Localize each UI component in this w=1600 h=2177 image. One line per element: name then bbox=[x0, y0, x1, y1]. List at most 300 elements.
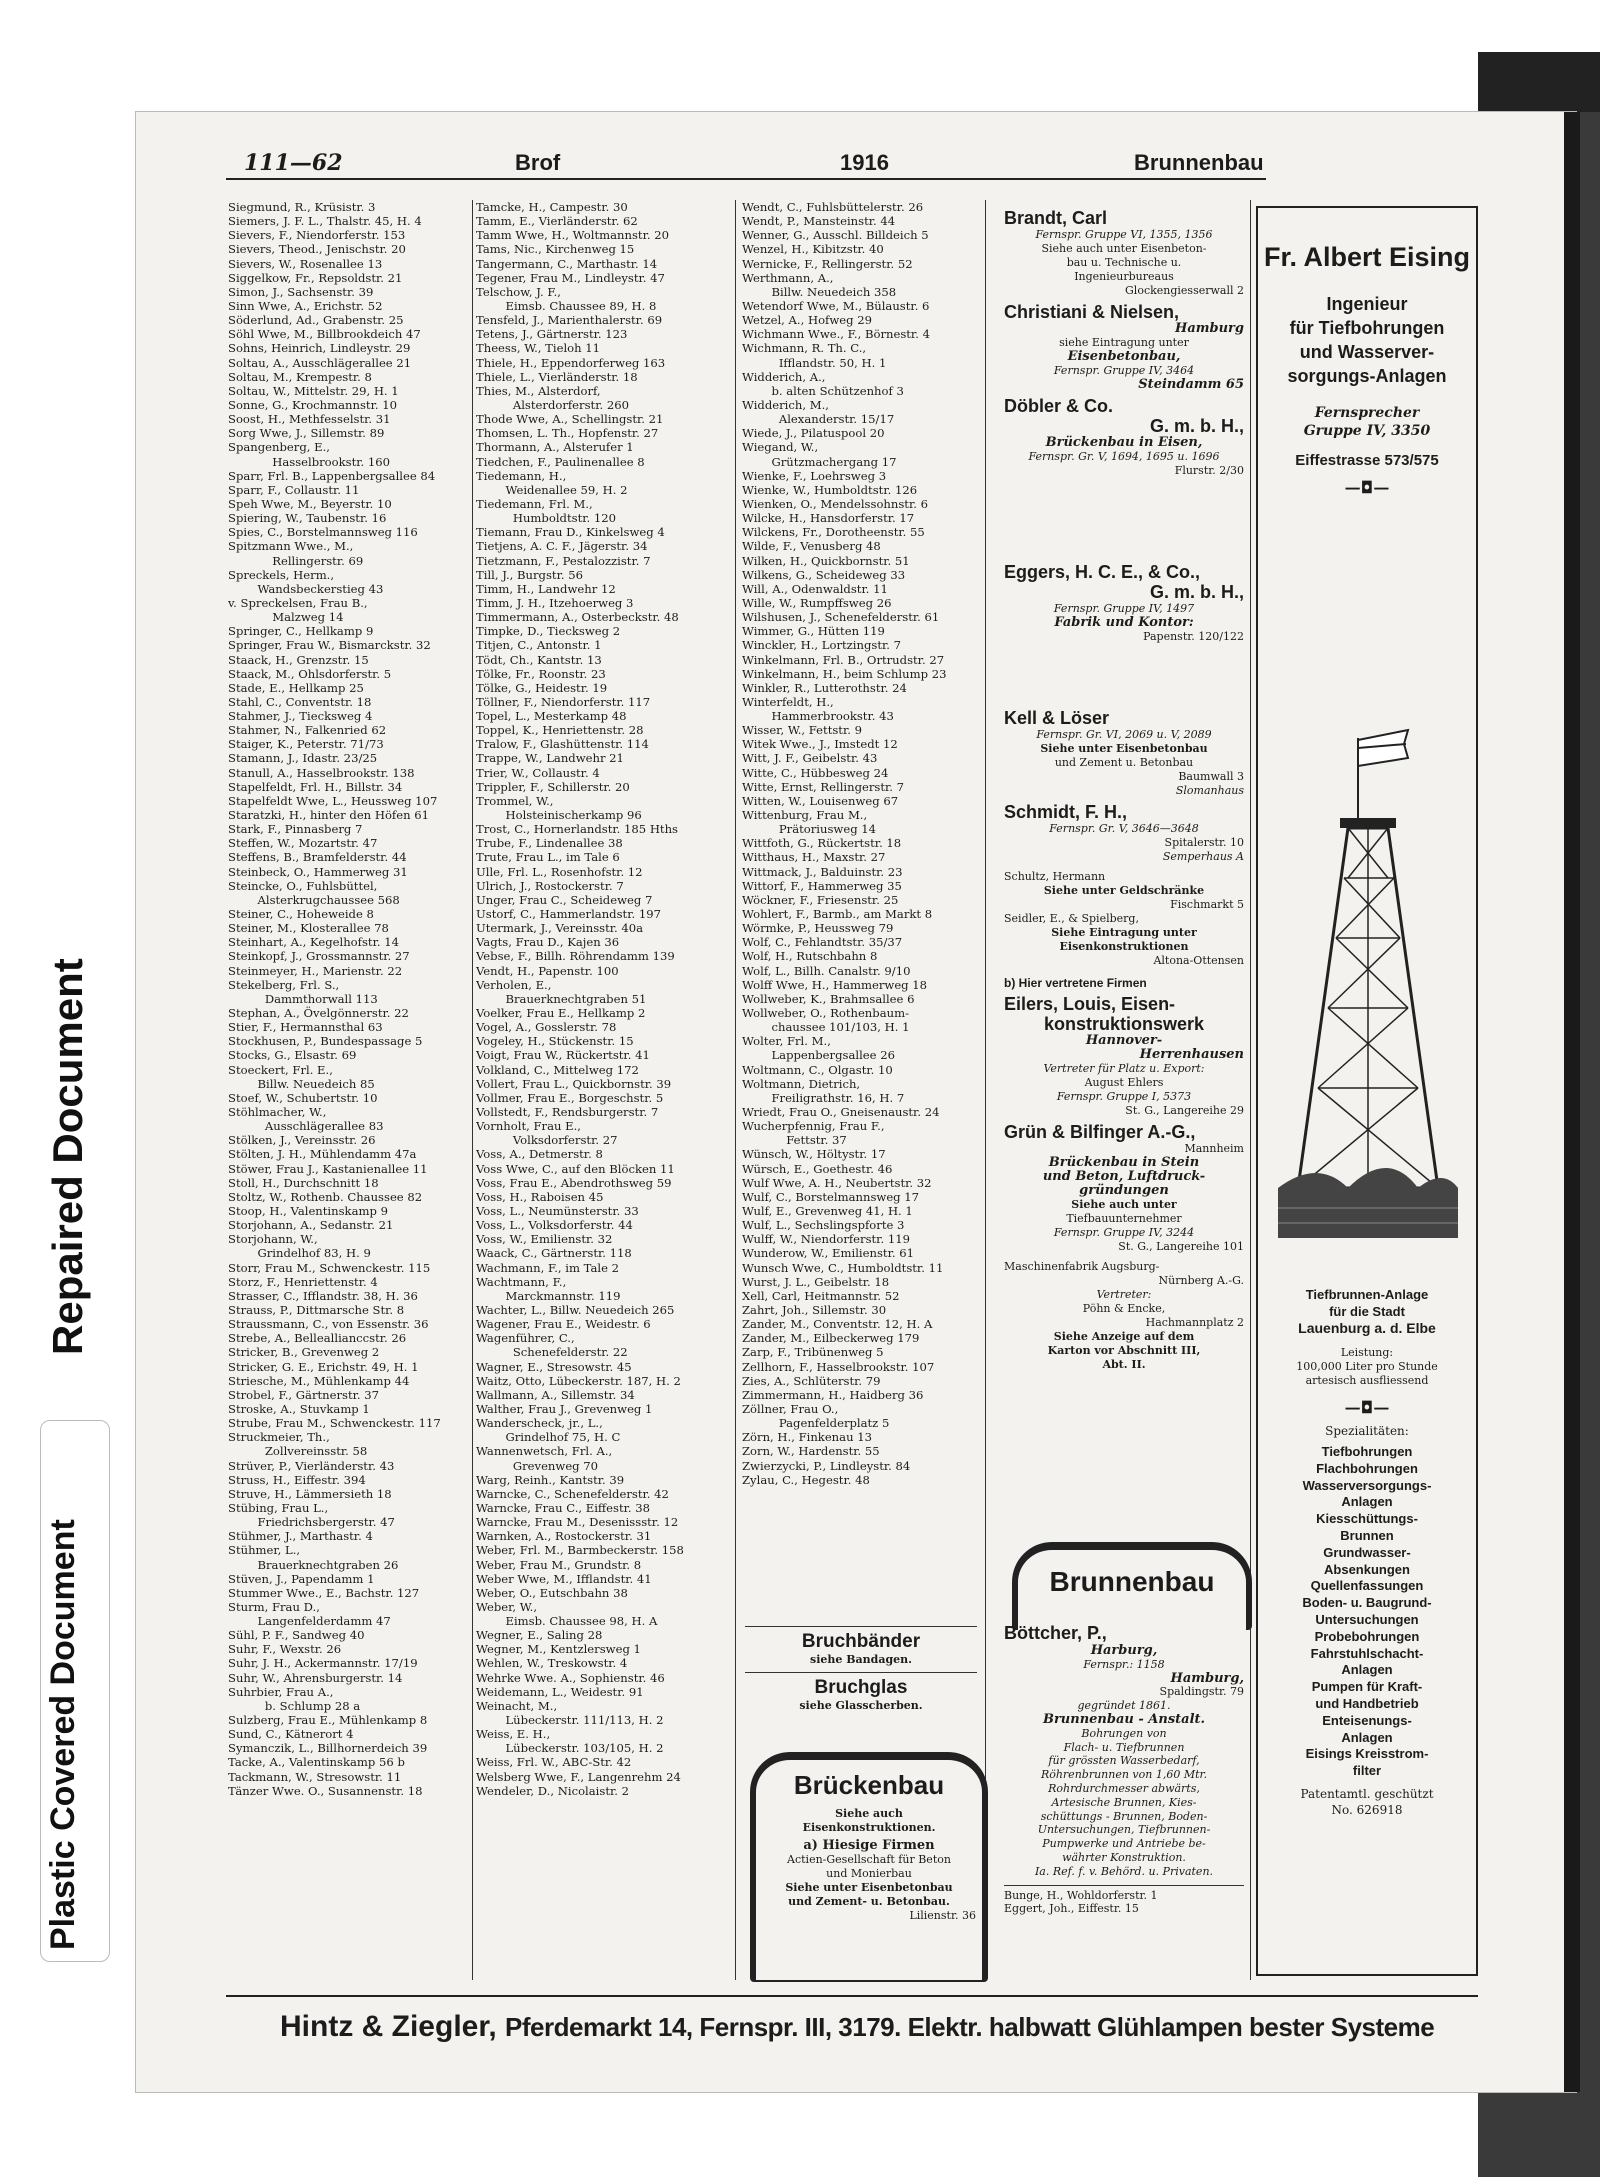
firm-line: Maschinenfabrik Augsburg- bbox=[1004, 1260, 1160, 1273]
directory-entry: Wienken, O., Mendelssohnstr. 6 bbox=[742, 496, 928, 511]
footer-text: Pferdemarkt 14, Fernspr. III, 3179. Elektr. halbwatt Glühlampen bester Systeme bbox=[505, 2012, 1435, 2042]
directory-entry: Tamm, E., Vierländerstr. 62 bbox=[476, 214, 638, 229]
firm-name: Eilers, Louis, Eisen- bbox=[1004, 994, 1176, 1014]
firm-line: St. G., Langereihe 101 bbox=[1118, 1240, 1244, 1253]
directory-entry: Wiegand, W., bbox=[742, 440, 819, 455]
bruchbaender-title: Bruchbänder bbox=[745, 1626, 977, 1653]
eising-line: und Wasserver- bbox=[1299, 342, 1435, 362]
directory-entry: Wohlert, F., Barmb., am Markt 8 bbox=[742, 907, 933, 922]
eising-line: Fernsprecher bbox=[1314, 405, 1420, 421]
firm-line: Fernspr. Gruppe IV, 3464 bbox=[1053, 364, 1195, 377]
firm-line: Untersuchungen, Tiefbrunnen- bbox=[1037, 1823, 1211, 1837]
directory-entry: Töllner, F., Niendorferstr. 117 bbox=[476, 694, 651, 709]
directory-entry: Wurst, J. L., Geibelstr. 18 bbox=[742, 1274, 890, 1289]
firm-line: Siehe auch unter Eisenbeton- bbox=[1041, 242, 1207, 255]
directory-entry: Widderich, A., bbox=[742, 369, 826, 384]
directory-entry: Weber, Frau M., Grundstr. 8 bbox=[476, 1557, 642, 1572]
directory-entry: Humboldtstr. 120 bbox=[476, 511, 616, 526]
directory-entry: Zander, M., Conventstr. 12, H. A bbox=[742, 1317, 933, 1332]
directory-entry: Voelker, Frau E., Hellkamp 2 bbox=[476, 1006, 646, 1021]
directory-entry: Sühl, P. F., Sandweg 40 bbox=[228, 1628, 365, 1643]
firm-line: Baumwall 3 bbox=[1178, 770, 1244, 783]
directory-entry: Waack, C., Gärtnerstr. 118 bbox=[476, 1246, 632, 1261]
bruecken-line: und Zement- u. Betonbau. bbox=[788, 1895, 950, 1908]
firm-line: Fabrik und Kontor: bbox=[1054, 615, 1194, 630]
firm-line: Fernspr.: 1158 bbox=[1083, 1657, 1165, 1671]
firm-name: Schmidt, F. H., bbox=[1004, 802, 1128, 822]
directory-entry: Stanull, A., Hasselbrookstr. 138 bbox=[228, 765, 415, 780]
directory-entry: Eimsb. Chaussee 98, H. A bbox=[476, 1614, 658, 1629]
directory-entry: Boden- u. Baugrund- bbox=[1302, 1595, 1432, 1611]
directory-entry: Strauss, P., Dittmarsche Str. 8 bbox=[228, 1302, 405, 1317]
firm-name: konstruktionswerk bbox=[1043, 1014, 1205, 1034]
directory-entry: Werthmann, A., bbox=[742, 270, 834, 285]
directory-entry: Zylau, C., Hegestr. 48 bbox=[742, 1472, 870, 1487]
directory-entry: Dammthorwall 113 bbox=[228, 991, 378, 1006]
directory-entry: Tamm Wwe, H., Woltmannstr. 20 bbox=[476, 228, 669, 243]
firm-line: Semperhaus A bbox=[1162, 850, 1244, 863]
firm-name: Eggers, H. C. E., & Co., bbox=[1004, 562, 1201, 582]
directory-entry: Tralow, F., Glashüttenstr. 114 bbox=[476, 737, 649, 752]
firm-line: Flach- u. Tiefbrunnen bbox=[1063, 1740, 1185, 1754]
directory-entry: Sievers, W., Rosenallee 13 bbox=[228, 256, 383, 271]
directory-entry: Warncke, C., Schenefelderstr. 42 bbox=[476, 1486, 669, 1501]
directory-entry: Tödt, Ch., Kantstr. 13 bbox=[476, 652, 602, 667]
directory-entry: Wittorf, F., Hammerweg 35 bbox=[742, 878, 902, 893]
directory-entry: Speh Wwe, M., Beyerstr. 10 bbox=[228, 496, 392, 511]
directory-entry: Timpke, D., Tiecksweg 2 bbox=[476, 624, 621, 639]
directory-entry: Trost, C., Hornerlandstr. 185 Hths bbox=[476, 822, 679, 837]
directory-entry: Freiligrathstr. 16, H. 7 bbox=[742, 1090, 905, 1105]
firm-line: August Ehlers bbox=[1084, 1076, 1164, 1089]
directory-entry: Warnken, A., Rostockerstr. 31 bbox=[476, 1529, 652, 1544]
firm-line: Fernspr. Gruppe IV, 1497 bbox=[1053, 602, 1195, 615]
header-last-word: Brunnenbau bbox=[1134, 150, 1264, 175]
directory-entry: und Handbetrieb bbox=[1315, 1695, 1419, 1711]
directory-entry: Timm, J. H., Itzehoerweg 3 bbox=[476, 595, 634, 610]
directory-entry: Wehlen, W., Treskowstr. 4 bbox=[476, 1656, 628, 1671]
directory-entry: Lappenbergsallee 26 bbox=[742, 1048, 895, 1063]
directory-entry: Storjohann, W., bbox=[228, 1232, 318, 1247]
directory-entry: Tetens, J., Gärtnerstr. 123 bbox=[476, 327, 628, 342]
directory-entry: Wachter, L., Billw. Neuedeich 265 bbox=[476, 1302, 675, 1317]
directory-entry: Malzweg 14 bbox=[228, 610, 344, 625]
eising-line: Lauenburg a. d. Elbe bbox=[1298, 1320, 1436, 1336]
directory-entry: Tiefbohrungen bbox=[1321, 1444, 1413, 1459]
directory-entry: Suhrbier, Frau A., bbox=[228, 1684, 334, 1699]
firm-line: Brunnenbau - Anstalt. bbox=[1042, 1711, 1206, 1727]
directory-entry: Grundwasser- bbox=[1323, 1544, 1411, 1560]
directory-entry: Stahmer, N., Falkenried 62 bbox=[228, 723, 387, 738]
directory-entry: Soost, H., Methfesselstr. 31 bbox=[228, 412, 391, 427]
directory-entry: Witte, Ernst, Rellingerstr. 7 bbox=[742, 779, 905, 794]
firm-line: Pöhn & Encke, bbox=[1082, 1302, 1166, 1315]
directory-entry: Sparr, Frl. B., Lappenbergsallee 84 bbox=[228, 468, 436, 483]
firm-line: Glockengiesserwall 2 bbox=[1125, 284, 1244, 297]
directory-entry: Welsberg Wwe, F., Langenrehm 24 bbox=[476, 1769, 681, 1784]
directory-entry: Thies, M., Alsterdorf, bbox=[476, 383, 601, 398]
directory-entry: Absenkungen bbox=[1324, 1561, 1410, 1577]
directory-entry: Zorn, W., Hardenstr. 55 bbox=[742, 1444, 880, 1459]
directory-entry: Wilshusen, J., Schenefelderstr. 61 bbox=[742, 610, 940, 625]
directory-entry: Struve, H., Lämmersieth 18 bbox=[228, 1486, 392, 1501]
directory-entry: Friedrichsbergerstr. 47 bbox=[228, 1515, 395, 1530]
directory-entry: Trute, Frau L., im Tale 6 bbox=[476, 850, 620, 865]
directory-entry: Kiesschüttungs- bbox=[1316, 1511, 1418, 1527]
directory-entry: Wehrke Wwe. A., Sophienstr. 46 bbox=[476, 1670, 665, 1685]
eising-patent-no: No. 626918 bbox=[1331, 1803, 1403, 1817]
firm-line: Spaldingstr. 79 bbox=[1159, 1685, 1244, 1699]
directory-entry: Weidemann, L., Weidestr. 91 bbox=[476, 1684, 644, 1699]
directory-entry: Wendeler, D., Nicolaistr. 2 bbox=[476, 1783, 630, 1798]
firm-line: Seidler, E., & Spielberg, bbox=[1004, 912, 1139, 925]
directory-entry: Tiedemann, Frl. M., bbox=[476, 496, 593, 511]
directory-entry: Wolter, Frl. M., bbox=[742, 1034, 831, 1049]
directory-entry: Sinn Wwe, A., Erichstr. 52 bbox=[228, 298, 383, 313]
directory-entry: Stekelberg, Frl. S., bbox=[228, 977, 340, 992]
firm-line: Vertreter für Platz u. Export: bbox=[1043, 1062, 1205, 1075]
ornament-icon: —◘— bbox=[1344, 478, 1390, 497]
firm-name: Döbler & Co. bbox=[1004, 396, 1114, 416]
firm-line: bau u. Technische u. bbox=[1066, 256, 1182, 269]
directory-entry: Winkelmann, H., beim Schlump 23 bbox=[742, 666, 947, 681]
column-rule bbox=[735, 200, 736, 1980]
directory-entry: Zollvereinsstr. 58 bbox=[228, 1444, 368, 1459]
directory-entry: Wittmack, J., Balduinstr. 23 bbox=[742, 864, 903, 879]
directory-entry: Grützmachergang 17 bbox=[742, 454, 897, 469]
firm-line: Artesische Brunnen, Kies- bbox=[1051, 1795, 1197, 1809]
directory-entry: Storz, F., Henriettenstr. 4 bbox=[228, 1274, 378, 1289]
eising-line: für die Stadt bbox=[1329, 1304, 1405, 1319]
directory-entry: Thomsen, L. Th., Hopfenstr. 27 bbox=[476, 426, 659, 441]
directory-entry: Sohns, Heinrich, Lindleystr. 29 bbox=[228, 341, 411, 356]
directory-entry: Voss Wwe, C., auf den Blöcken 11 bbox=[476, 1161, 675, 1176]
directory-entry: Wasserversorgungs- bbox=[1302, 1477, 1432, 1493]
firm-name: G. m. b. H., bbox=[1149, 416, 1244, 436]
directory-entry: Schenefelderstr. 22 bbox=[476, 1345, 628, 1360]
directory-entry: Zander, M., Eilbeckerweg 179 bbox=[742, 1331, 920, 1346]
directory-entry: Stummer Wwe., E., Bachstr. 127 bbox=[228, 1585, 420, 1600]
directory-entry: Wilckens, Fr., Dorotheenstr. 55 bbox=[742, 525, 925, 540]
directory-entry: Weiss, E. H., bbox=[476, 1727, 551, 1742]
directory-entry: Symanczik, L., Billhornerdeich 39 bbox=[228, 1741, 428, 1756]
directory-entry: Vebse, F., Billh. Röhrendamm 139 bbox=[476, 949, 675, 964]
directory-entry: Grindelhof 75, H. C bbox=[476, 1430, 621, 1445]
firm-line: Fischmarkt 5 bbox=[1170, 898, 1244, 911]
directory-entry: Wollweber, O., Rothenbaum- bbox=[742, 1006, 909, 1021]
directory-entry: Anlagen bbox=[1341, 1729, 1393, 1745]
firm-line: währter Konstruktion. bbox=[1062, 1850, 1186, 1864]
column-rule bbox=[472, 200, 473, 1980]
firm-line: Fernspr. Gruppe VI, 1355, 1356 bbox=[1035, 228, 1213, 241]
directory-entry: Thormann, A., Alsterufer 1 bbox=[476, 440, 634, 455]
directory-entry: Staack, H., Grenzstr. 15 bbox=[228, 652, 369, 667]
bruecken-line: und Monierbau bbox=[826, 1867, 912, 1880]
directory-entry: Sparr, F., Collaustr. 11 bbox=[228, 482, 360, 497]
directory-entry: Warncke, Frau M., Desenissstr. 12 bbox=[476, 1515, 679, 1530]
brueckenbau-ad bbox=[750, 1752, 988, 1982]
directory-entry: Till, J., Burgstr. 56 bbox=[476, 567, 583, 582]
directory-entry: Theess, W., Tieloh 11 bbox=[476, 341, 601, 356]
directory-entry: Will, A., Odenwaldstr. 11 bbox=[742, 581, 888, 596]
directory-entry: Sievers, Theod., Jenischstr. 20 bbox=[228, 242, 406, 257]
directory-entry: Stoltz, W., Rothenb. Chaussee 82 bbox=[228, 1189, 423, 1204]
directory-entry: Wimmer, G., Hütten 119 bbox=[742, 624, 885, 639]
directory-entry: Wilken, H., Quickbornstr. 51 bbox=[742, 553, 910, 568]
firm-name: Böttcher, P., bbox=[1004, 1623, 1107, 1643]
firm-line: Siehe Anzeige auf dem bbox=[1053, 1330, 1195, 1343]
directory-entry: Enteisenungs- bbox=[1322, 1712, 1412, 1728]
directory-entry: Billw. Neuedeich 358 bbox=[742, 284, 897, 299]
brunnenbau-ad bbox=[1012, 1542, 1252, 1630]
firm-line: Ia. Ref. f. v. Behörd. u. Privaten. bbox=[1034, 1864, 1214, 1878]
firm-line: Hachmannplatz 2 bbox=[1145, 1316, 1244, 1329]
directory-entry: Vollstedt, F., Rendsburgerstr. 7 bbox=[476, 1105, 659, 1119]
firm-line: Röhrenbrunnen von 1,60 Mtr. bbox=[1040, 1768, 1208, 1782]
brunnenbau-title: Brunnenbau bbox=[1049, 1566, 1215, 1597]
directory-entry: Wilkens, G., Scheideweg 33 bbox=[742, 567, 906, 582]
directory-entry: Witek Wwe., J., Imstedt 12 bbox=[742, 737, 898, 752]
bruchglas-title: Bruchglas bbox=[745, 1672, 977, 1699]
directory-entry: Tamcke, H., Campestr. 30 bbox=[476, 200, 628, 214]
directory-entry: Wille, W., Rumpffsweg 26 bbox=[742, 595, 892, 610]
firm-line: Mannheim bbox=[1184, 1142, 1244, 1155]
firm-line: Hannover- bbox=[1085, 1033, 1163, 1048]
bruecken-line: Actien-Gesellschaft für Beton bbox=[787, 1853, 951, 1866]
firm-line: Bohrungen von bbox=[1081, 1726, 1167, 1740]
directory-entry: Witt, J. F., Geibelstr. 43 bbox=[742, 751, 878, 766]
directory-entry: Billw. Neuedeich 85 bbox=[228, 1076, 375, 1091]
directory-entry: Trier, W., Collaustr. 4 bbox=[476, 765, 600, 780]
drilling-tower-illustration bbox=[1278, 718, 1458, 1238]
directory-entry: Hammerbrookstr. 43 bbox=[742, 709, 894, 724]
directory-entry: Wolf, H., Rutschbahn 8 bbox=[742, 949, 878, 964]
directory-entry: Strube, Frau M., Schwenckestr. 117 bbox=[228, 1416, 441, 1431]
firm-line: Hamburg, bbox=[1170, 1670, 1244, 1686]
directory-entry: Steffens, B., Bramfelderstr. 44 bbox=[228, 850, 407, 865]
directory-entry: Wagenführer, C., bbox=[476, 1331, 575, 1346]
firm-line: gründungen bbox=[1079, 1183, 1169, 1198]
directory-entry: Zarp, F., Tribünenweg 5 bbox=[742, 1345, 884, 1360]
directory-entry: Wunsch Wwe, C., Humboldtstr. 11 bbox=[742, 1260, 944, 1275]
directory-entry: Tacke, A., Valentinskamp 56 b bbox=[228, 1755, 405, 1770]
directory-entry: Trippler, F., Schillerstr. 20 bbox=[476, 779, 630, 794]
directory-entry: Widderich, M., bbox=[742, 397, 829, 412]
eising-line: Gruppe IV, 3350 bbox=[1303, 423, 1431, 439]
directory-entry: Vogeley, H., Stückenstr. 15 bbox=[476, 1034, 634, 1049]
firm-line: Brückenbau in Stein bbox=[1048, 1155, 1200, 1170]
directory-entry: Volksdorferstr. 27 bbox=[476, 1133, 618, 1148]
directory-entry: Steinkopf, J., Grossmannstr. 27 bbox=[228, 949, 410, 964]
directory-entry: Zellhorn, F., Hasselbrookstr. 107 bbox=[742, 1359, 935, 1374]
directory-entry: Tensfeld, J., Marienthalerstr. 69 bbox=[476, 313, 663, 328]
firm-line: Siehe Eintragung unter bbox=[1051, 926, 1197, 939]
directory-entry: Woltmann, Dietrich, bbox=[742, 1076, 861, 1091]
page-binding-edge bbox=[1564, 112, 1580, 2092]
directory-entry: Wisser, W., Fettstr. 9 bbox=[742, 723, 862, 738]
directory-entry: Stier, F., Hermannsthal 63 bbox=[228, 1020, 383, 1035]
directory-entry: Stapelfeldt Wwe, L., Heussweg 107 bbox=[228, 793, 438, 808]
directory-entry: Vollert, Frau L., Quickbornstr. 39 bbox=[476, 1076, 672, 1091]
eising-patent: Patentamtl. geschützt bbox=[1300, 1787, 1434, 1801]
firm-line: Eisenbetonbau, bbox=[1067, 349, 1181, 364]
firm-line: Vertreter: bbox=[1096, 1288, 1152, 1301]
section-b-heading: b) Hier vertretene Firmen bbox=[1004, 976, 1147, 990]
directory-entry: Weidenallee 59, H. 2 bbox=[476, 482, 628, 497]
directory-entry: Siggelkow, Fr., Repsoldstr. 21 bbox=[228, 270, 403, 285]
directory-entry: Wallmann, A., Sillemstr. 34 bbox=[476, 1387, 635, 1402]
directory-entry: Voss, L., Volksdorferstr. 44 bbox=[476, 1218, 633, 1233]
firm-line: Schultz, Hermann bbox=[1004, 870, 1106, 883]
directory-entry: Utermark, J., Vereinsstr. 40a bbox=[476, 921, 644, 936]
firm-line: Harburg, bbox=[1090, 1643, 1158, 1658]
directory-entry: Timm, H., Landwehr 12 bbox=[476, 581, 616, 596]
bruecken-line: Siehe unter Eisenbetonbau bbox=[785, 1881, 953, 1894]
firm-name: Christiani & Nielsen, bbox=[1004, 302, 1180, 322]
directory-entry: Warncke, Frau C., Eiffestr. 38 bbox=[476, 1500, 651, 1515]
directory-entry: Spangenberg, E., bbox=[228, 440, 330, 455]
directory-entry: Steiner, C., Hoheweide 8 bbox=[228, 907, 374, 922]
directory-entry: Tackmann, W., Stresowstr. 11 bbox=[228, 1769, 402, 1784]
directory-entry: Springer, C., Hellkamp 9 bbox=[228, 624, 374, 639]
firm-line: und Beton, Luftdruck- bbox=[1042, 1169, 1206, 1184]
directory-entry: Tänzer Wwe. O., Susannenstr. 18 bbox=[228, 1783, 423, 1798]
directory-entry: Alsterdorferstr. 260 bbox=[476, 397, 629, 412]
directory-entry: Stricker, G. E., Erichstr. 49, H. 1 bbox=[228, 1359, 419, 1374]
eising-line: Tiefbrunnen-Anlage bbox=[1305, 1287, 1429, 1302]
column-rule bbox=[985, 200, 986, 1980]
directory-entry: Wichmann, R. Th. C., bbox=[742, 341, 867, 356]
directory-entry: Wucherpfennig, Frau F., bbox=[742, 1119, 885, 1134]
directory-entry: Stroske, A., Stuvkamp 1 bbox=[228, 1401, 370, 1416]
directory-entry: Straussmann, C., von Essenstr. 36 bbox=[228, 1317, 429, 1332]
directory-entry: Wulf, L., Sechslingspforte 3 bbox=[742, 1218, 905, 1233]
firm-line: Siehe unter Eisenbetonbau bbox=[1040, 742, 1208, 755]
bruecken-line: a) Hiesige Firmen bbox=[803, 1838, 935, 1853]
directory-entry: Weber, Frl. M., Barmbeckerstr. 158 bbox=[476, 1543, 684, 1558]
directory-entry: Sturm, Frau D., bbox=[228, 1599, 320, 1614]
directory-entry: Alsterkrugchaussee 568 bbox=[228, 892, 400, 907]
directory-entry: Wulf, C., Borstelmannsweg 17 bbox=[742, 1189, 920, 1204]
directory-entry: Untersuchungen bbox=[1315, 1611, 1419, 1627]
directory-entry: Pagenfelderplatz 5 bbox=[742, 1416, 890, 1431]
firm-line: Steindamm 65 bbox=[1138, 377, 1244, 392]
directory-entry: Trommel, W., bbox=[476, 793, 554, 808]
directory-entry: Wulff, W., Niendorferstr. 119 bbox=[742, 1232, 910, 1247]
directory-entry: Steiner, M., Klosterallee 78 bbox=[228, 921, 389, 936]
directory-entry: Voss, Frau E., Abendrothsweg 59 bbox=[476, 1175, 672, 1190]
directory-entry: Wegner, E., Saling 28 bbox=[476, 1628, 603, 1643]
firm-line: Fernspr. Gr. VI, 2069 u. V, 2089 bbox=[1036, 728, 1212, 741]
directory-entry: Grevenweg 70 bbox=[476, 1458, 599, 1473]
directory-entry: Wannenwetsch, Frl. A., bbox=[476, 1444, 613, 1459]
directory-entry: Vollmer, Frau E., Borgeschstr. 5 bbox=[476, 1090, 664, 1105]
firm-name: G. m. b. H., bbox=[1149, 582, 1244, 602]
directory-entry: Toppel, K., Henriettenstr. 28 bbox=[476, 723, 644, 738]
directory-entry: Quellenfassungen bbox=[1310, 1578, 1424, 1594]
directory-entry: Stocks, G., Elsastr. 69 bbox=[228, 1048, 357, 1063]
directory-entry: Timmermann, A., Osterbeckstr. 48 bbox=[476, 610, 679, 625]
directory-entry: Thiele, L., Vierländerstr. 18 bbox=[476, 369, 638, 384]
eising-line: artesisch ausfliessend bbox=[1305, 1374, 1429, 1387]
directory-entry: Stricker, B., Grevenweg 2 bbox=[228, 1345, 380, 1360]
directory-entry: Staack, M., Ohlsdorferstr. 5 bbox=[228, 666, 392, 681]
boettcher-entry bbox=[1004, 1622, 1244, 1916]
bruchbaender-entry bbox=[745, 1626, 977, 1712]
directory-entry: Suhr, J. H., Ackermannstr. 17/19 bbox=[228, 1656, 418, 1671]
directory-entry: Stephan, A., Övelgönnerstr. 22 bbox=[228, 1006, 409, 1021]
directory-entry: Trube, F., Lindenallee 38 bbox=[476, 836, 623, 851]
directory-entry: b. Schlump 28 a bbox=[228, 1698, 361, 1713]
directory-entry: Flachbohrungen bbox=[1316, 1460, 1418, 1476]
directory-entry: Eisings Kreisstrom- bbox=[1305, 1746, 1429, 1762]
directory-entry: Holsteinischerkamp 96 bbox=[476, 808, 642, 823]
directory-entry: Stahmer, J., Tiecksweg 4 bbox=[228, 709, 373, 724]
directory-entry: Wünsch, W., Höltystr. 17 bbox=[742, 1147, 886, 1162]
footer-firm: Hintz & Ziegler, bbox=[280, 2010, 497, 2043]
firm-line: Abt. II. bbox=[1102, 1358, 1146, 1371]
directory-entry: Thode Wwe, A., Schellingstr. 21 bbox=[476, 412, 664, 427]
directory-entry: v. Spreckelsen, Frau B., bbox=[228, 595, 368, 610]
directory-entry: Wenner, G., Ausschl. Billdeich 5 bbox=[742, 228, 929, 243]
directory-entry: Striesche, M., Mühlenkamp 44 bbox=[228, 1373, 410, 1388]
firm-line: Brückenbau in Eisen, bbox=[1045, 435, 1203, 450]
directory-entry: Tölke, G., Heidestr. 19 bbox=[476, 680, 608, 695]
directory-entry: Wollweber, K., Brahmsallee 6 bbox=[742, 991, 915, 1006]
directory-entry: Wörmke, P., Heussweg 79 bbox=[742, 921, 894, 936]
directory-entry: Stüven, J., Papendamm 1 bbox=[228, 1571, 375, 1586]
directory-entry: Söhl Wwe, M., Billbrookdeich 47 bbox=[228, 327, 421, 342]
firm-line: Hamburg bbox=[1175, 321, 1244, 336]
directory-entry: Weinacht, M., bbox=[476, 1698, 558, 1713]
directory-entry: Spreckels, Herm., bbox=[228, 567, 335, 582]
firm-line: Flurstr. 2/30 bbox=[1174, 464, 1244, 477]
directory-entry: Wilde, F., Venusberg 48 bbox=[742, 539, 881, 554]
directory-entry: Wulf, E., Grevenweg 41, H. 1 bbox=[742, 1203, 913, 1218]
footer-rule bbox=[226, 1995, 1478, 1997]
directory-entry: Lübeckerstr. 103/105, H. 2 bbox=[476, 1741, 664, 1756]
eising-specialties-list bbox=[1258, 1444, 1476, 1780]
page-number: 111—62 bbox=[244, 150, 343, 176]
directory-entry: Wandsbeckerstieg 43 bbox=[228, 581, 384, 596]
firm-line: Fernspr. Gruppe IV, 3244 bbox=[1053, 1226, 1195, 1239]
directory-entry: Voss, W., Emilienstr. 32 bbox=[476, 1232, 613, 1247]
directory-entry: Stühmer, J., Marthastr. 4 bbox=[228, 1529, 373, 1544]
directory-entry: Wetzel, A., Hofweg 29 bbox=[742, 313, 872, 328]
ornament-icon: —◘— bbox=[1344, 1398, 1390, 1417]
directory-entry: Strobel, F., Gärtnerstr. 37 bbox=[228, 1387, 380, 1402]
brueckenbau-title: Brückenbau bbox=[793, 1770, 945, 1800]
directory-entry: Simon, J., Sachsenstr. 39 bbox=[228, 284, 374, 299]
directory-entry: Stoef, W., Schubertstr. 10 bbox=[228, 1090, 378, 1105]
column-rule bbox=[1250, 200, 1251, 1980]
directory-entry: Sonne, G., Krochmannstr. 10 bbox=[228, 397, 397, 412]
directory-entry: Wachtmann, F., bbox=[476, 1274, 567, 1289]
directory-entry: Siegmund, R., Krüsistr. 3 bbox=[228, 200, 376, 214]
repaired-document-label: Repaired Document bbox=[44, 958, 91, 1355]
directory-entry: Winterfeldt, H., bbox=[742, 694, 834, 709]
directory-entry: Tangermann, C., Marthastr. 14 bbox=[476, 256, 658, 271]
directory-entry: Tölke, Fr., Roonstr. 23 bbox=[476, 666, 606, 681]
directory-entry: Vendt, H., Papenstr. 100 bbox=[476, 963, 619, 978]
directory-entry: Storjohann, A., Sedanstr. 21 bbox=[228, 1218, 394, 1233]
directory-entry: Witten, W., Louisenweg 67 bbox=[742, 793, 899, 808]
directory-entry: Hasselbrookstr. 160 bbox=[228, 454, 391, 469]
directory-entry: Würsch, E., Goethestr. 46 bbox=[742, 1161, 893, 1176]
eising-line: für Tiefbohrungen bbox=[1289, 318, 1445, 338]
directory-entry: Zöllner, Frau O., bbox=[742, 1401, 839, 1416]
directory-entry: Grindelhof 83, H. 9 bbox=[228, 1246, 371, 1261]
